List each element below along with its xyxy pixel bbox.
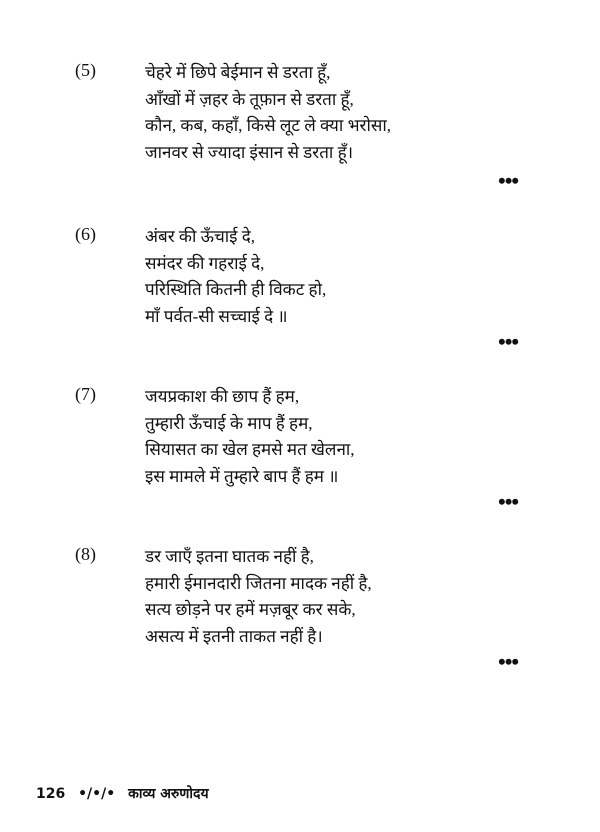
stanza-separator: ••• xyxy=(498,168,519,193)
verse-line: तुम्हारी ऊँचाई के माप हैं हम, xyxy=(145,413,313,433)
stanza-separator: ••• xyxy=(498,329,519,354)
stanza-number: (5) xyxy=(75,60,96,80)
verse-line: आँखों में ज़हर के तूफ़ान से डरता हूँ, xyxy=(145,89,354,109)
book-title: काव्य अरुणोदय xyxy=(128,786,209,802)
page-number: 126 xyxy=(36,786,66,802)
footer-ornament: •/•/• xyxy=(78,786,116,802)
verse-line: इस मामले में तुम्हारे बाप हैं हम ॥ xyxy=(145,467,339,487)
stanza-lines xyxy=(145,544,372,651)
verse-line: अंबर की ऊँचाई दे, xyxy=(145,227,256,246)
verse-line: समंदर की गहराई दे, xyxy=(145,253,265,273)
stanza-lines xyxy=(145,60,391,167)
stanza-separator: ••• xyxy=(498,649,519,674)
verse-line: असत्य में इतनी ताकत नहीं है। xyxy=(145,627,323,647)
verse-line: जानवर से ज्यादा इंसान से डरता हूँ। xyxy=(145,143,354,163)
verse-line: परिस्थिति कितनी ही विकट हो, xyxy=(145,280,327,300)
verse-line: चेहरे में छिपे बेईमान से डरता हूँ, xyxy=(145,63,331,82)
stanza-lines xyxy=(145,224,326,331)
verse-line: माँ पर्वत-सी सच्चाई दे ॥ xyxy=(145,307,288,327)
verse-line: सत्य छोड़ने पर हमें मज़बूर कर सके, xyxy=(145,600,356,620)
stanza-number: (6) xyxy=(75,224,96,244)
verse-line: डर जाएँ इतना घातक नहीं है, xyxy=(145,547,314,566)
verse-line: हमारी ईमानदारी जितना मादक नहीं है, xyxy=(145,573,372,593)
page-footer xyxy=(36,784,217,803)
stanza-separator: ••• xyxy=(498,489,519,514)
verse-line: कौन, कब, कहाँ, किसे लूट ले क्या भरोसा, xyxy=(145,116,392,136)
verse-line: जयप्रकाश की छाप हैं हम, xyxy=(145,387,300,406)
stanza-lines xyxy=(145,384,355,491)
verse-line: सियासत का खेल हमसे मत खेलना, xyxy=(145,440,355,460)
stanza-number: (8) xyxy=(75,544,96,564)
stanza-number: (7) xyxy=(75,384,96,404)
